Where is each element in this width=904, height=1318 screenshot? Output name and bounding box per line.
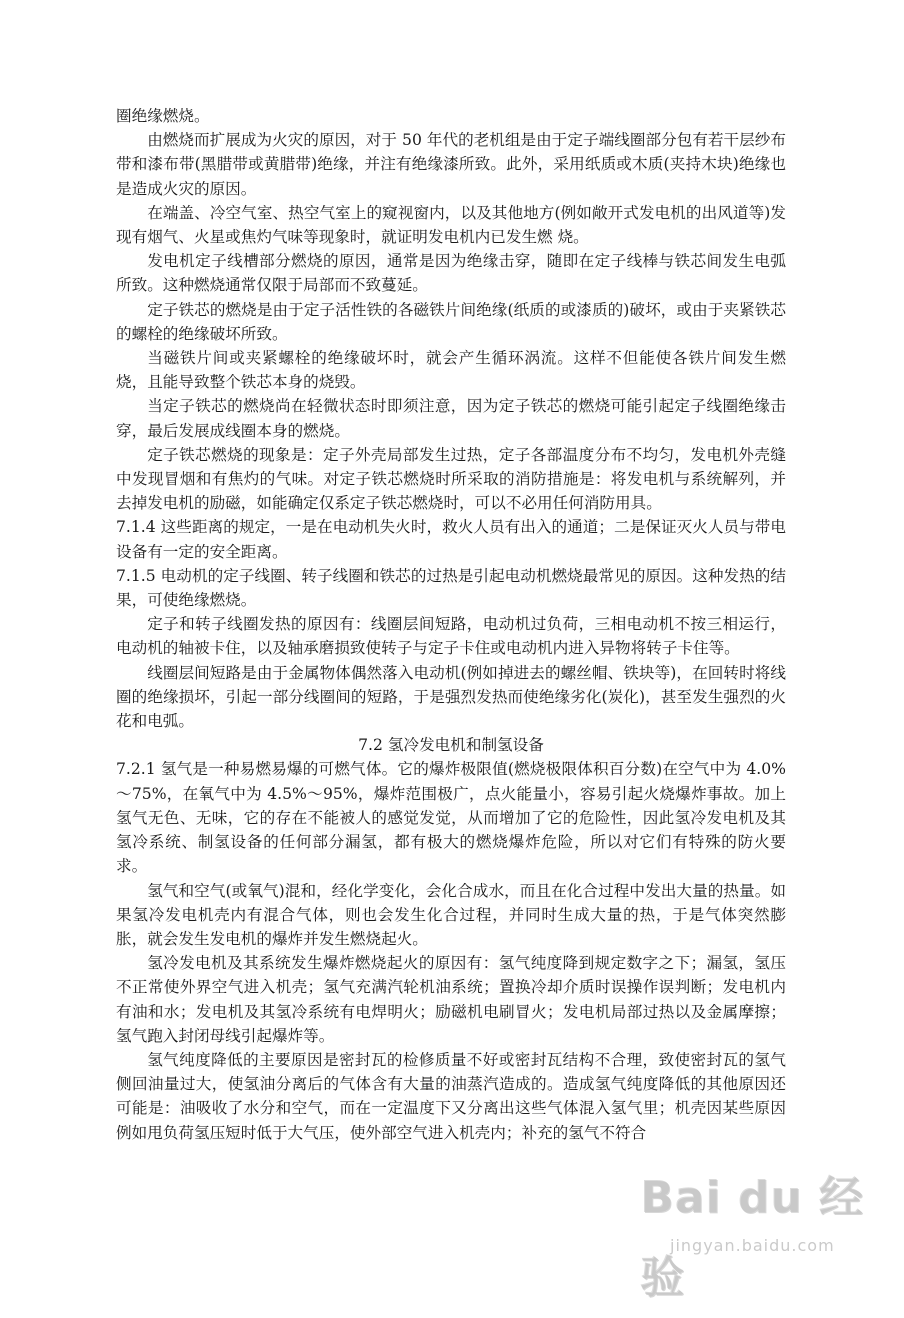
paragraph: 当磁铁片间或夹紧螺栓的绝缘破坏时，就会产生循环涡流。这样不但能使各铁片间发生燃烧，且能导致整个铁芯本身的烧毁。 <box>116 349 786 392</box>
paragraph: 定子铁芯的燃烧是由于定子活性铁的各磁铁片间绝缘(纸质的或漆质的)破坏，或由于夹紧铁芯的螺栓的绝缘破坏所致。 <box>116 300 786 343</box>
paragraph: 发电机定子线槽部分燃烧的原因，通常是因为绝缘击穿，随即在定子线棒与铁芯间发生电弧所致。这种燃烧通常仅限于局部而不致蔓延。 <box>116 252 786 295</box>
paragraph: 氢冷发电机及其系统发生爆炸燃烧起火的原因有：氢气纯度降到规定数字之下；漏氢，氢压不正常使外界空气进入机壳；氢气充满汽轮机油系统；置换冷却介质时误操作误判断；发电机内有油和水；发电机及其氢冷系统有电焊明火；励磁机电刷冒火；发电机局部过热以及金属摩擦；氢气跑入封闭母线引起爆炸等。 <box>116 954 786 1045</box>
paragraph: 当定子铁芯的燃烧尚在轻微状态时即须注意，因为定子铁芯的燃烧可能引起定子线圈绝缘击穿，最后发展成线圈本身的燃烧。 <box>116 397 786 440</box>
baidu-logo-icon: Bai du 经验 <box>640 1172 864 1303</box>
paragraph-continuation: 圈绝缘燃烧。 <box>116 107 210 125</box>
clause-7-1-4: 7.1.4 这些距离的规定，一是在电动机失火时，救火人员有出入的通道；二是保证灭火人员与带电设备有一定的安全距离。 <box>116 518 786 561</box>
section-heading-7-2: 7.2 氢冷发电机和制氢设备 <box>358 736 544 755</box>
document-body <box>116 104 786 1145</box>
baidu-jingyan-watermark <box>640 1158 880 1303</box>
paragraph: 氢气和空气(或氧气)混和，经化学变化，会化合成水，而且在化合过程中发出大量的热量。如果氢冷发电机壳内有混合气体，则也会发生化合过程，并同时生成大量的热，于是气体突然膨胀，就会发生发电机的爆炸并发生燃烧起火。 <box>116 881 786 948</box>
paragraph: 在端盖、冷空气室、热空气室上的窥视窗内，以及其他地方(例如敞开式发电机的出风道等)发现有烟气、火星或焦灼气味等现象时，就证明发电机内已发生燃 烧。 <box>116 203 786 247</box>
paragraph: 线圈层间短路是由于金属物体偶然落入电动机(例如掉进去的螺丝帽、铁块等)，在回转时将线圈的绝缘损坏，引起一部分线圈间的短路，于是强烈发热而使绝缘劣化(炭化)，甚至发生强烈的火花和电弧。 <box>116 663 786 731</box>
paragraph: 氢气纯度降低的主要原因是密封瓦的检修质量不好或密封瓦结构不合理，致使密封瓦的氢气侧回油量过大，使氢油分离后的气体含有大量的油蒸汽造成的。造成氢气纯度降低的其他原因还可能是：油吸收了水分和空气，而在一定温度下又分离出这些气体混入氢气里；机壳因某些原因例如甩负荷氢压短时低于大气压，使外部空气进入机壳内；补充的氢气不符合 <box>116 1050 786 1142</box>
clause-7-2-1: 7.2.1 氢气是一种易燃易爆的可燃气体。它的爆炸极限值(燃烧极限体积百分数)在空气中为 4.0%～75%，在氧气中为 4.5%～95%，爆炸范围极广，点火能量小，容易引起火烧爆炸事故。加上氢气无色、无味，它的存在不能被人的感觉发觉，从而增加了它的危险性，因此氢冷发电机及其氢冷系统、制氢设备的任何部分漏氢，都有极大的燃烧爆炸危险，所以对它们有特殊的防火要求。 <box>116 760 786 876</box>
clause-7-1-5: 7.1.5 电动机的定子线圈、转子线圈和铁芯的过热是引起电动机燃烧最常见的原因。这种发热的结果，可使绝缘燃烧。 <box>116 566 786 610</box>
paragraph: 由燃烧而扩展成为火灾的原因，对于 50 年代的老机组是由于定子端线圈部分包有若干层纱布带和漆布带(黑腊带或黄腊带)绝缘，并注有绝缘漆所致。此外，采用纸质或木质(夹持木块)绝缘也是造成火灾的原因。 <box>116 131 786 198</box>
paragraph: 定子铁芯燃烧的现象是：定子外壳局部发生过热，定子各部温度分布不均匀，发电机外壳缝中发现冒烟和有焦灼的气味。对定子铁芯燃烧时所采取的消防措施是：将发电机与系统解列，并去掉发电机的励磁，如能确定仅系定子铁芯燃烧时，可以不必用任何消防用具。 <box>116 445 786 513</box>
paragraph: 定子和转子线圈发热的原因有：线圈层间短路，电动机过负荷，三相电动机不按三相运行，电动机的轴被卡住，以及轴承磨损致使转子与定子卡住或电动机内进入异物将转子卡住等。 <box>116 615 786 658</box>
watermark-url: jingyan.baidu.com <box>670 1236 835 1255</box>
